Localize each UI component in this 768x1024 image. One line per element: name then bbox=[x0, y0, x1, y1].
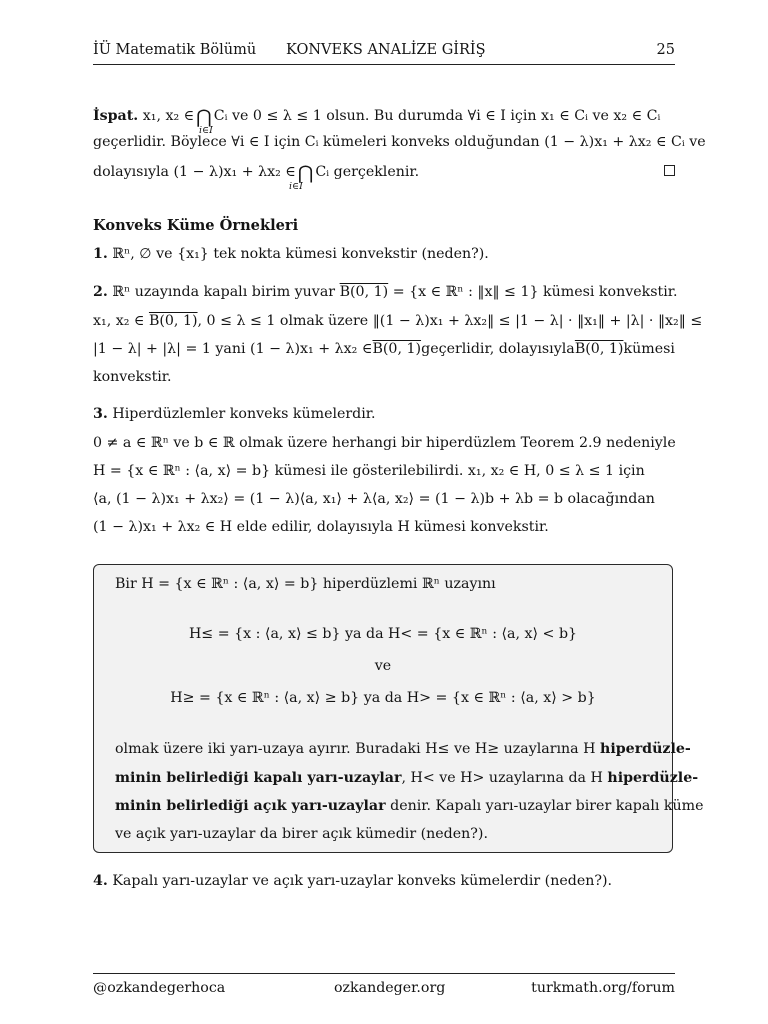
example-2-line-3 bbox=[93, 339, 675, 359]
box-equation-1: H≤ = {x : ⟨a, x⟩ ≤ b} ya da H< = {x ∈ ℝⁿ : ⟨a, x⟩ < b} bbox=[188, 626, 578, 642]
footer-rule bbox=[93, 973, 675, 974]
intersection-index: i∈I bbox=[199, 125, 213, 136]
definition-box bbox=[93, 564, 704, 853]
example-4 bbox=[93, 871, 675, 891]
example-number: 3. bbox=[93, 406, 108, 422]
proof-line-2: geçerlidir. Böylece ∀i ∈ I için Cᵢ kümeleri konveks olduğundan (1 − λ)x₁ + λx₂ ∈ Cᵢ ve bbox=[93, 134, 706, 150]
proof-text-3b: Cᵢ gerçeklenir. bbox=[315, 164, 420, 180]
box-para-line-4: ve açık yarı-uzaylar da birer açık kümedir (neden?). bbox=[115, 826, 488, 842]
box-para-line-2 bbox=[115, 768, 698, 788]
running-header bbox=[93, 42, 675, 64]
footer-forum-link[interactable]: turkmath.org/forum bbox=[531, 980, 675, 996]
proof-line-3 bbox=[93, 160, 675, 192]
box-para-line-1 bbox=[115, 739, 691, 759]
example-3-line-1 bbox=[93, 404, 675, 424]
example-number: 1. bbox=[93, 246, 108, 262]
intersection-symbol: ⋂ bbox=[196, 106, 212, 128]
qed-symbol bbox=[664, 165, 675, 176]
page-number: 25 bbox=[656, 42, 675, 58]
example-2-text: ℝⁿ uzayında kapalı birim yuvar bbox=[112, 284, 336, 300]
box-and: ve bbox=[374, 658, 392, 674]
header-rule bbox=[93, 64, 675, 65]
box-para-line-3 bbox=[115, 796, 704, 816]
example-3-line-2: 0 ≠ a ∈ ℝⁿ ve b ∈ ℝ olmak üzere herhangi bir hiperdüzlem Teorem 2.9 nedeniyle bbox=[93, 435, 676, 451]
box-text: , H< ve H> uzaylarına da H bbox=[401, 770, 603, 786]
box-bold-term: minin belirlediği açık yarı-uzaylar bbox=[115, 798, 386, 814]
footer-handle: @ozkandegerhoca bbox=[93, 980, 226, 996]
header-title: KONVEKS ANALİZE GİRİŞ bbox=[286, 42, 486, 58]
proof-text-3a: dolayısıyla (1 − λ)x₁ + λx₂ ∈ bbox=[93, 164, 296, 180]
section-title: Konveks Küme Örnekleri bbox=[93, 217, 299, 234]
example-2-text: x₁, x₂ ∈ bbox=[93, 313, 145, 329]
box-text: denir. Kapalı yarı-uzaylar birer kapalı küme bbox=[390, 798, 704, 814]
footer-site-link[interactable]: ozkandeger.org bbox=[334, 980, 446, 996]
example-2-text: = {x ∈ ℝⁿ : ‖x‖ ≤ 1} kümesi konvekstir. bbox=[392, 284, 678, 300]
closed-ball: B(0, 1) bbox=[148, 313, 198, 329]
example-3-line-4: ⟨a, (1 − λ)x₁ + λx₂⟩ = (1 − λ)⟨a, x₁⟩ + λ⟨a, x₂⟩ = (1 − λ)b + λb = b olacağından bbox=[93, 491, 655, 507]
proof-text-1a: x₁, x₂ ∈ bbox=[142, 108, 195, 124]
footer bbox=[93, 980, 675, 1000]
closed-ball: B(0, 1) bbox=[339, 284, 389, 300]
proof-line-1 bbox=[93, 104, 675, 136]
example-number: 4. bbox=[93, 873, 108, 889]
header-department: İÜ Matematik Bölümü bbox=[93, 42, 257, 58]
example-number: 2. bbox=[93, 284, 108, 300]
example-2-text: |1 − λ| + |λ| = 1 yani (1 − λ)x₁ + λx₂ ∈ bbox=[93, 341, 373, 357]
example-2-line-4: konvekstir. bbox=[93, 369, 172, 385]
box-bold-term: hiperdüzle- bbox=[600, 741, 691, 757]
example-3-line-5: (1 − λ)x₁ + λx₂ ∈ H elde edilir, dolayısıyla H kümesi konvekstir. bbox=[93, 519, 549, 535]
box-bold-term: minin belirlediği kapalı yarı-uzaylar bbox=[115, 770, 402, 786]
example-3-text: Hiperdüzlemler konveks kümelerdir. bbox=[112, 406, 376, 422]
example-2-text: kümesi bbox=[623, 341, 675, 357]
example-2-text: geçerlidir, dolayısıyla bbox=[421, 341, 575, 357]
example-3-line-3: H = {x ∈ ℝⁿ : ⟨a, x⟩ = b} kümesi ile gösterilebilirdi. x₁, x₂ ∈ H, 0 ≤ λ ≤ 1 için bbox=[93, 463, 645, 479]
intersection-index: i∈I bbox=[289, 181, 303, 192]
proof-text-1b: Cᵢ ve 0 ≤ λ ≤ 1 olsun. Bu durumda ∀i ∈ I için x₁ ∈ Cᵢ ve x₂ ∈ Cᵢ bbox=[213, 108, 661, 124]
box-equation-2: H≥ = {x ∈ ℝⁿ : ⟨a, x⟩ ≥ b} ya da H> = {x ∈ ℝⁿ : ⟨a, x⟩ > b} bbox=[170, 690, 596, 706]
proof-label: İspat. bbox=[93, 108, 139, 124]
example-2-line-1 bbox=[93, 282, 678, 302]
example-1 bbox=[93, 244, 675, 264]
intersection-symbol: ⋂ bbox=[297, 162, 314, 184]
example-2-line-2 bbox=[93, 311, 703, 331]
box-bold-term: hiperdüzle- bbox=[607, 770, 699, 786]
example-4-text: Kapalı yarı-uzaylar ve açık yarı-uzaylar konveks kümelerdir (neden?). bbox=[112, 873, 613, 889]
box-text: olmak üzere iki yarı-uzaya ayırır. Buradaki H≤ ve H≥ uzaylarına H bbox=[115, 741, 596, 757]
closed-ball: B(0, 1) bbox=[574, 341, 624, 357]
example-1-text: ℝⁿ, ∅ ve {x₁} tek nokta kümesi konvekstir (neden?). bbox=[112, 246, 489, 262]
box-intro: Bir H = {x ∈ ℝⁿ : ⟨a, x⟩ = b} hiperdüzlemi ℝⁿ uzayını bbox=[115, 576, 496, 592]
example-2-text: , 0 ≤ λ ≤ 1 olmak üzere ‖(1 − λ)x₁ + λx₂‖ ≤ |1 − λ| · ‖x₁‖ + |λ| · ‖x₂‖ ≤ bbox=[197, 313, 703, 329]
closed-ball: B(0, 1) bbox=[372, 341, 422, 357]
